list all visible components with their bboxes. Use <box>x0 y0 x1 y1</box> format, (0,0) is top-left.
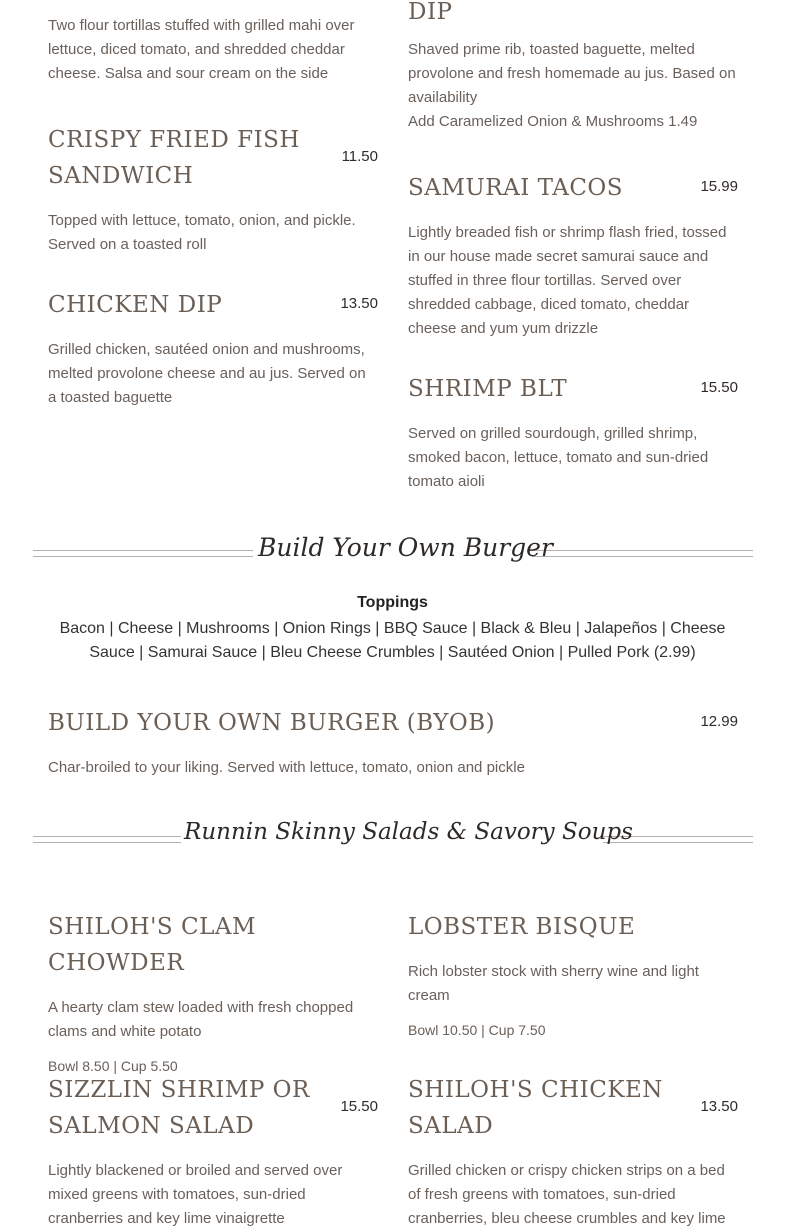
menu-item-crispy-fried-fish <box>48 122 378 257</box>
item-description: A hearty clam stew loaded with fresh chopped clams and white potato <box>48 999 354 1040</box>
menu-item-sizzlin-salad <box>48 1072 378 1231</box>
toppings-heading: Toppings <box>357 594 428 611</box>
menu-item-samurai-tacos <box>408 170 738 341</box>
menu-item-chicken-dip <box>48 287 378 410</box>
divider-left <box>33 550 253 557</box>
item-description: Two flour tortillas stuffed with grilled mahi over lettuce, diced tomato, and shredded cheddar cheese. Salsa and sour cream on the side <box>48 17 355 82</box>
toppings-list: Bacon | Cheese | Mushrooms | Onion Rings | BBQ Sauce | Black & Bleu | Jalapeños | Cheese Sauce | Samurai Sauce | Bleu Cheese Crumbles | Sautéed Onion | Pulled Pork (2.99) <box>59 620 726 661</box>
item-description: Lightly blackened or broiled and served over mixed greens with tomatoes, sun-dried cranberries and key lime vinaigrette <box>48 1162 343 1227</box>
item-price: 12.99 <box>700 713 738 730</box>
item-name: CRISPY FRIED FISH SANDWICH <box>48 127 300 189</box>
item-name: SIZZLIN SHRIMP OR SALMON SALAD <box>48 1077 310 1139</box>
item-name: SHRIMP BLT <box>408 376 568 402</box>
item-description: Grilled chicken, sautéed onion and mushrooms, melted provolone cheese and au jus. Served on a toasted baguette <box>48 341 366 406</box>
item-price: 13.50 <box>340 295 378 312</box>
item-name: DIP <box>408 0 453 25</box>
item-sizes: Bowl 10.50 | Cup 7.50 <box>408 1022 546 1038</box>
item-price: 15.99 <box>700 178 738 195</box>
item-price: 11.50 <box>341 148 378 165</box>
item-name: CHICKEN DIP <box>48 292 223 318</box>
item-name: BUILD YOUR OWN BURGER (BYOB) <box>48 710 496 736</box>
item-description: Rich lobster stock with sherry wine and light cream <box>408 963 699 1004</box>
item-price: 15.50 <box>700 379 738 396</box>
item-price: 15.50 <box>340 1098 378 1115</box>
menu-item-chicken-salad <box>408 1072 738 1231</box>
menu-item-shrimp-blt <box>408 371 738 494</box>
item-description: Grilled chicken or crispy chicken strips on a bed of fresh greens with tomatoes, sun-dried cranberries, bleu cheese crumbles and key lime <box>408 1162 726 1227</box>
menu-item-clam-chowder <box>48 909 378 1078</box>
section-title: Runnin Skinny Salads & Savory Soups <box>184 819 633 845</box>
item-name: SHILOH'S CLAM CHOWDER <box>48 914 257 976</box>
item-description: Topped with lettuce, tomato, onion, and pickle. Served on a toasted roll <box>48 212 356 253</box>
item-description: Shaved prime rib, toasted baguette, melted provolone and fresh homemade au jus. Based on availability <box>408 41 736 106</box>
menu-item-byob <box>48 705 738 780</box>
divider-left <box>33 836 181 843</box>
item-description: Lightly breaded fish or shrimp flash fried, tossed in our house made secret samurai sauce and stuffed in three flour tortillas. Served over shredded cabbage, diced tomato, cheddar cheese and yum yum drizzle <box>408 224 727 337</box>
section-title: Build Your Own Burger <box>258 533 553 562</box>
menu-item-lobster-bisque <box>408 909 738 1042</box>
item-price: 13.50 <box>700 1098 738 1115</box>
item-description: Served on grilled sourdough, grilled shrimp, smoked bacon, lettuce, tomato and sun-dried tomato aioli <box>408 425 709 490</box>
item-name: SAMURAI TACOS <box>408 175 624 201</box>
item-name: SHILOH'S CHICKEN SALAD <box>408 1077 663 1139</box>
divider-right <box>532 550 753 557</box>
item-name: LOBSTER BISQUE <box>408 914 636 940</box>
item-addon: Add Caramelized Onion & Mushrooms 1.49 <box>408 113 698 130</box>
menu-item-prime-rib-dip <box>408 0 738 134</box>
item-sizes: Bowl 8.50 | Cup 5.50 <box>48 1058 178 1074</box>
item-description: Char-broiled to your liking. Served with lettuce, tomato, onion and pickle <box>48 759 525 776</box>
